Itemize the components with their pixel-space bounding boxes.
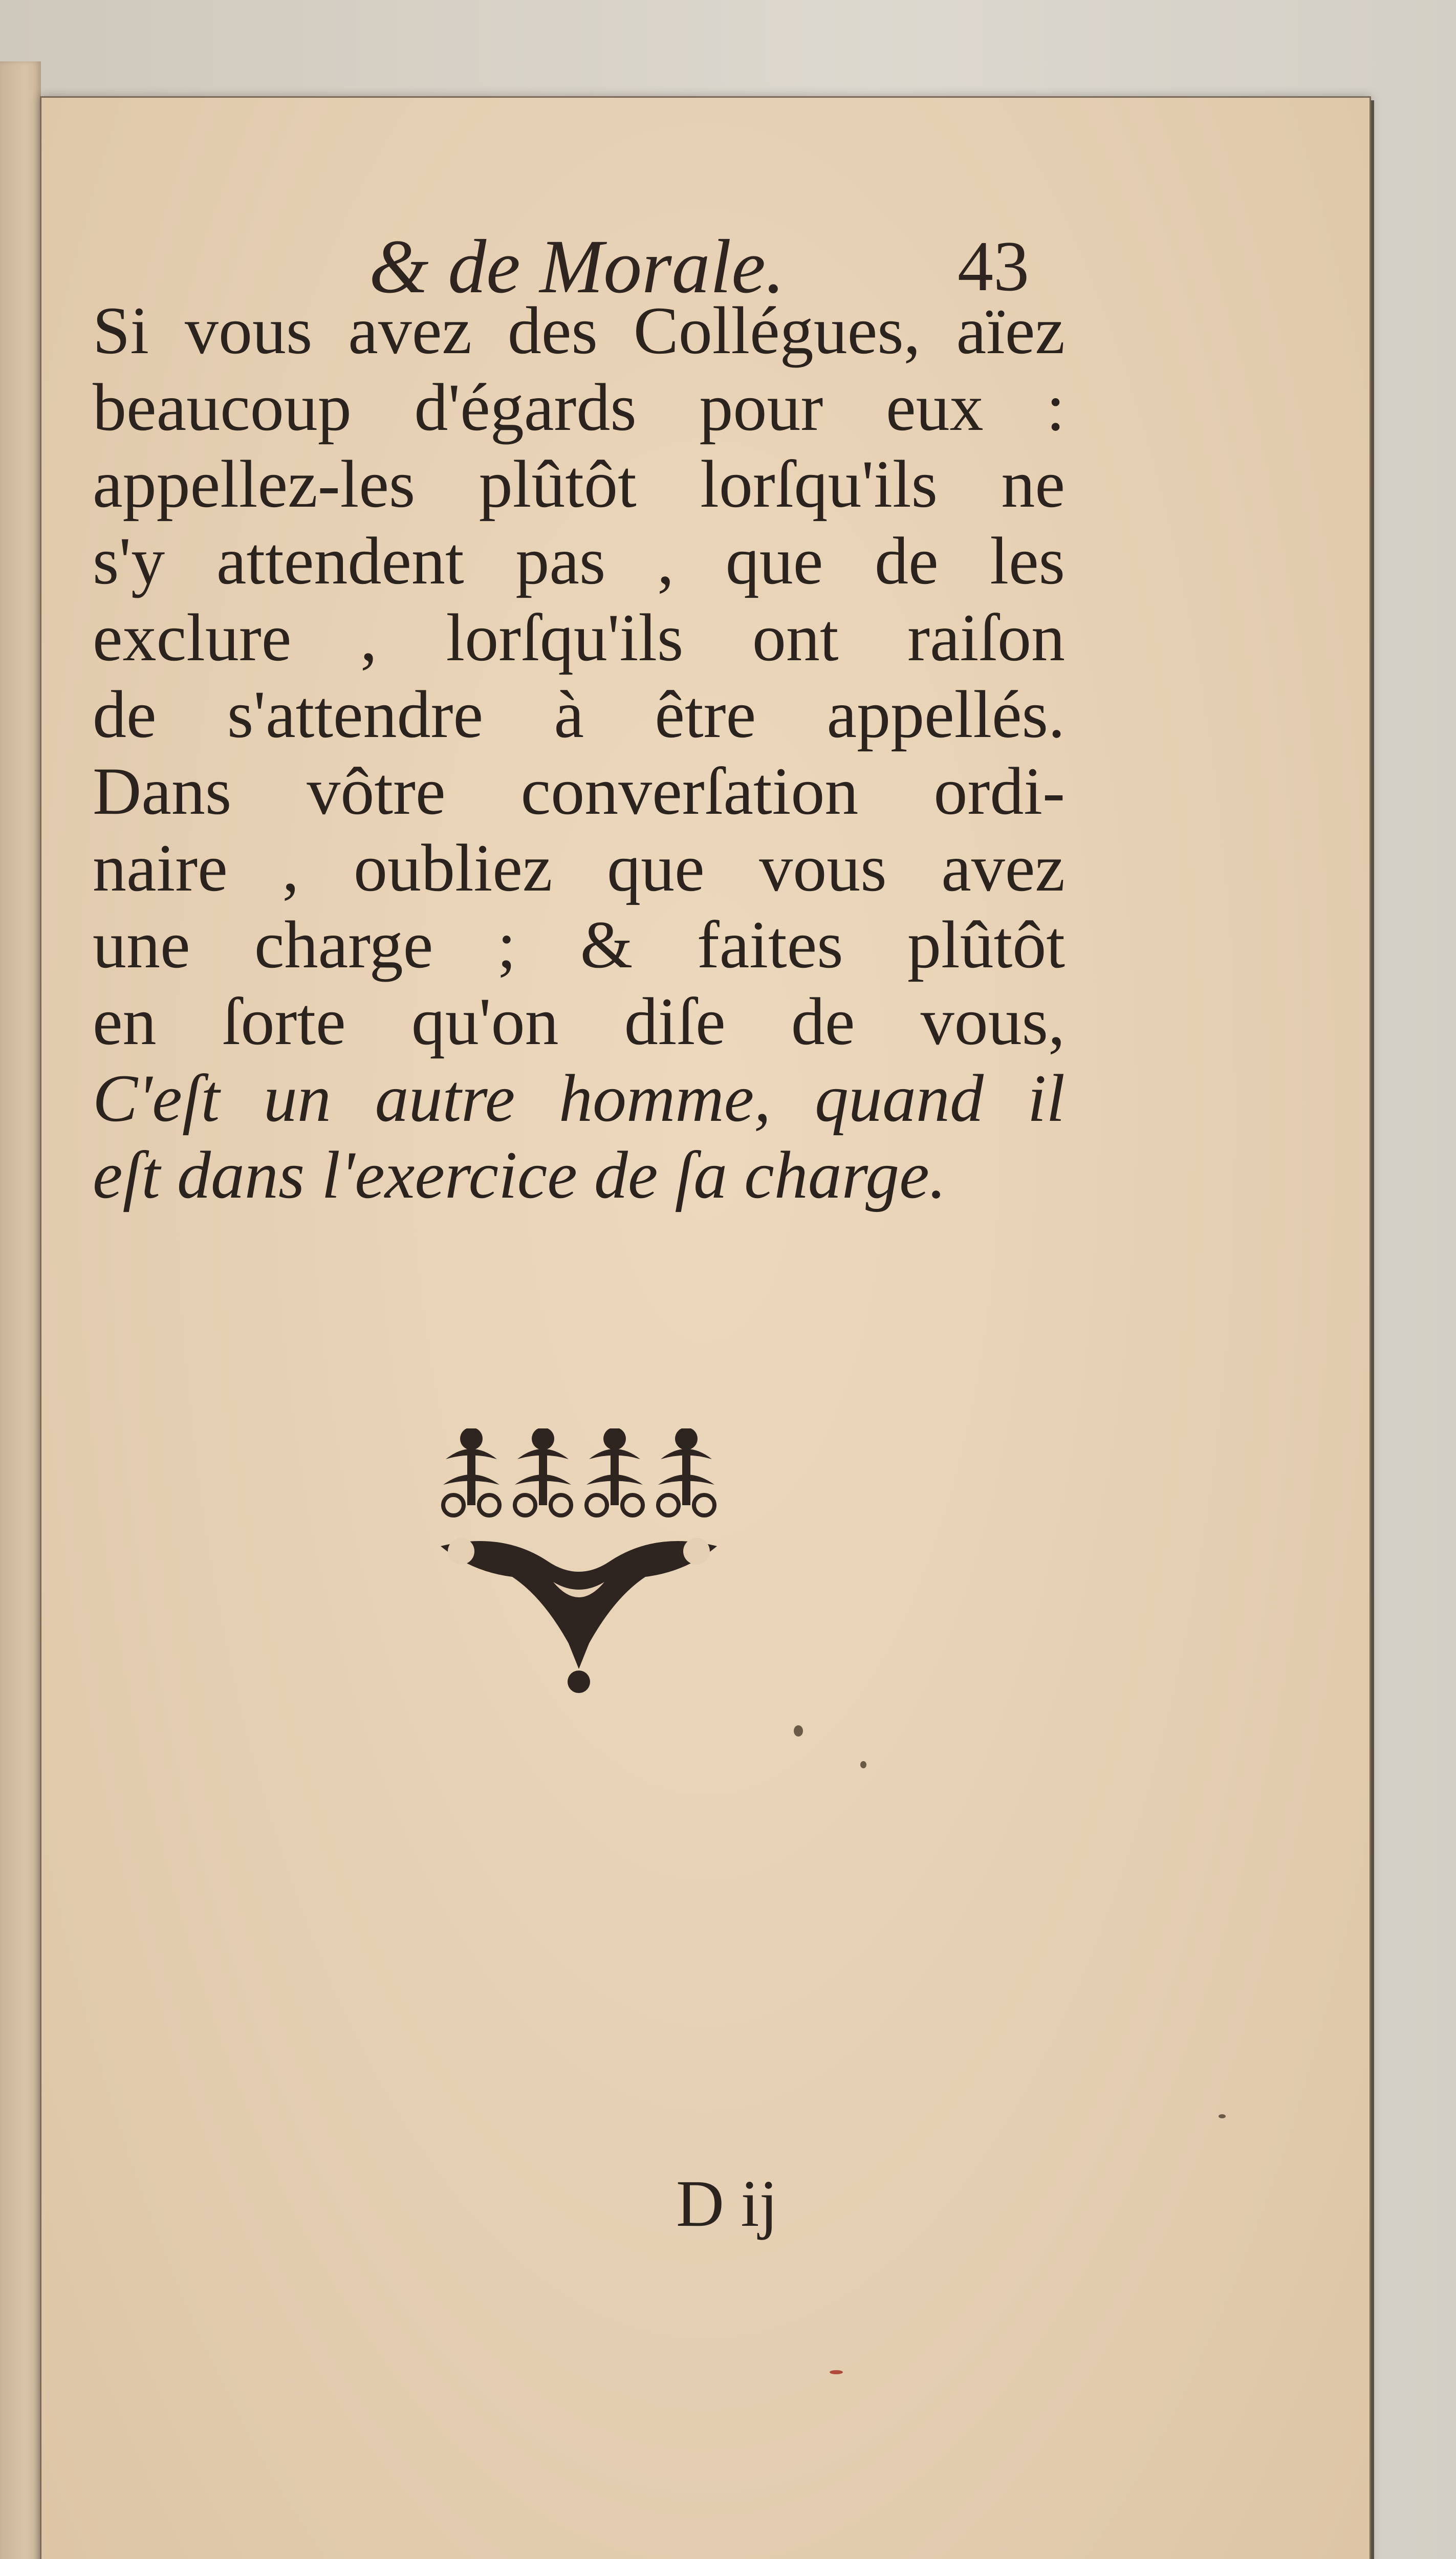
- text-line: beaucoup d'égards pour eux :: [93, 370, 1065, 445]
- text-line: en ſorte qu'on diſe de vous,: [93, 984, 1065, 1059]
- paper-speck: [794, 1725, 803, 1737]
- body-text: [93, 292, 1065, 1213]
- text-line: appellez-les plûtôt lorſqu'ils ne: [93, 446, 1065, 522]
- text-line: s'y attendent pas , que de les: [93, 523, 1065, 598]
- printer-ornament-icon: [420, 1428, 737, 1695]
- text-line: Dans vôtre converſation ordi-: [93, 753, 1065, 829]
- paper-speck: [1219, 2114, 1226, 2118]
- book-page: [40, 96, 1371, 2559]
- italic-text-line: eſt dans l'exercice de ſa charge.: [93, 1137, 946, 1212]
- paper-speck: [830, 2370, 843, 2374]
- text-line: de s'attendre à être appellés.: [93, 677, 1065, 752]
- text-line: une charge ; & faites plûtôt: [93, 907, 1065, 982]
- text-line: exclure , lorſqu'ils ont raiſon: [93, 600, 1065, 675]
- facing-page-edge: [0, 61, 41, 2559]
- italic-text-line: C'eſt un autre homme, quand il: [93, 1060, 1065, 1136]
- page-number: 43: [958, 227, 1029, 306]
- text-line: naire , oubliez que vous avez: [93, 830, 1065, 905]
- signature-mark: D ij: [676, 2167, 778, 2241]
- running-head: & de Morale.: [369, 224, 785, 309]
- text-line: Si vous avez des Collégues, aïez: [93, 293, 1065, 368]
- paper-speck: [860, 1761, 866, 1768]
